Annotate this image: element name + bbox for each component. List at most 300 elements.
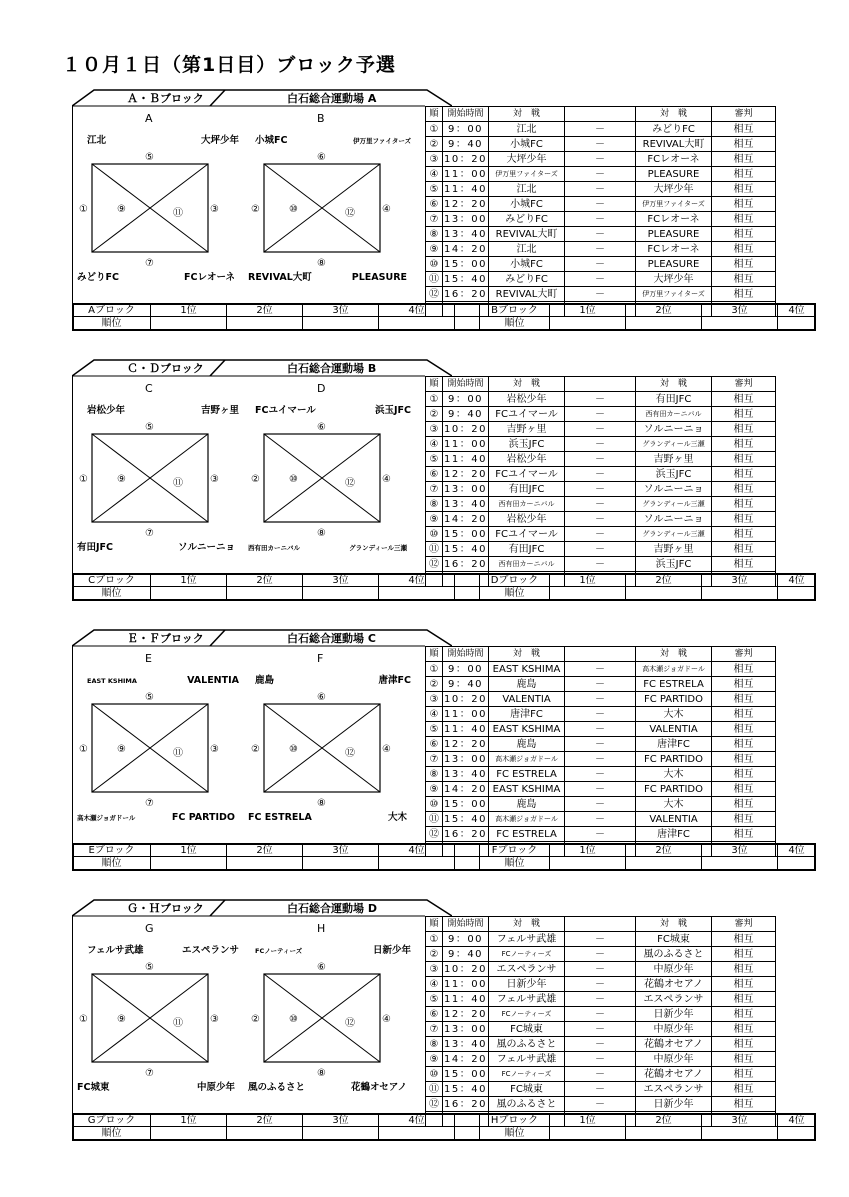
vs-dash: －	[565, 797, 636, 812]
block-section	[72, 359, 819, 611]
venue-name: 白石総合運動場 B	[287, 362, 377, 375]
referee-cell: 相互	[712, 227, 776, 242]
order-cell: ②	[426, 407, 443, 422]
match-number: ③	[210, 474, 219, 485]
rank-cell: 4位	[379, 304, 455, 317]
match-number: ⑧	[317, 1068, 326, 1079]
column-header: 開始時間	[443, 917, 489, 932]
rank-cell: Bブロック	[480, 304, 550, 317]
schedule-row	[426, 812, 776, 827]
vs-dash: －	[565, 422, 636, 437]
schedule-row	[426, 677, 776, 692]
match-number: ②	[251, 1014, 260, 1025]
rank-cell: 3位	[303, 574, 379, 587]
time-cell: 9：40	[443, 947, 489, 962]
vs-dash: －	[565, 752, 636, 767]
time-cell: 13：40	[444, 498, 487, 510]
referee-cell: 相互	[712, 932, 776, 947]
rank-cell: 4位	[379, 1114, 455, 1127]
schedule-row	[426, 1097, 776, 1112]
schedule-row	[426, 122, 776, 137]
schedule-row	[426, 197, 776, 212]
rank-cell: 順位	[480, 317, 550, 330]
venue-name: 白石総合運動場 C	[287, 632, 376, 645]
rank-cell: 順位	[480, 857, 550, 870]
column-header: 順	[426, 377, 443, 392]
vs-dash: －	[565, 932, 636, 947]
column-header: 対 戦	[489, 917, 565, 932]
vs-dash: －	[565, 392, 636, 407]
group-letter: H	[317, 922, 326, 935]
order-cell: ⑤	[426, 992, 443, 1007]
vs-dash: －	[565, 152, 636, 167]
team-cell: FC城東	[636, 932, 712, 947]
team-cell: PLEASURE	[636, 227, 712, 242]
team-cell: 高木瀬ジョガドール	[489, 752, 565, 767]
match-number: ⑦	[145, 798, 154, 809]
rank-cell: Hブロック	[480, 1114, 550, 1127]
team-cell: グランディール三瀬	[636, 527, 712, 542]
schedule-row	[426, 257, 776, 272]
rank-row	[73, 304, 816, 317]
vs-dash: －	[565, 1037, 636, 1052]
match-number: ①	[79, 1014, 88, 1025]
match-number: ③	[210, 204, 219, 215]
order-cell: ⑩	[426, 257, 443, 272]
vs-dash: －	[565, 512, 636, 527]
team-cell: 唐津FC	[636, 737, 712, 752]
rank-cell: 4位	[778, 574, 816, 587]
referee-cell: 相互	[712, 392, 776, 407]
referee-cell: 相互	[712, 1022, 776, 1037]
team-label: 岩松少年	[87, 405, 126, 416]
time-cell: 15：00	[444, 258, 487, 270]
block-name: Ａ・Ｂブロック	[127, 92, 204, 105]
column-header: 対 戦	[636, 377, 712, 392]
block-header	[72, 899, 819, 917]
vs-dash: －	[565, 782, 636, 797]
block-section	[72, 899, 819, 1151]
match-number: ⑦	[145, 1068, 154, 1079]
team-cell: VALENTIA	[636, 812, 712, 827]
referee-cell: 相互	[712, 542, 776, 557]
order-cell: ③	[426, 422, 443, 437]
rank-cell: 順位	[480, 587, 550, 600]
time-cell: 15：40	[444, 273, 487, 285]
team-cell: みどりFC	[489, 272, 565, 287]
time-cell: 16：20	[444, 828, 487, 840]
team-cell: 花鶴オセアノ	[636, 1067, 712, 1082]
referee-cell: 相互	[712, 737, 776, 752]
match-number: ⑨	[117, 474, 126, 485]
team-cell: 江北	[489, 122, 565, 137]
team-cell: 鹿島	[489, 737, 565, 752]
team-cell: 中原少年	[636, 1022, 712, 1037]
order-cell: ①	[426, 932, 443, 947]
groups-panel	[72, 376, 425, 586]
team-cell: PLEASURE	[636, 167, 712, 182]
vs-dash: －	[565, 827, 636, 842]
referee-cell: 相互	[712, 992, 776, 1007]
match-number: ⑨	[117, 744, 126, 755]
order-cell: ⑫	[426, 827, 443, 842]
rank-cell: 3位	[702, 574, 778, 587]
groups-panel	[72, 646, 425, 856]
team-cell: フェルサ武雄	[489, 992, 565, 1007]
match-number: ⑪	[173, 478, 183, 489]
match-number: ⑫	[345, 208, 355, 219]
schedule-header-row	[426, 917, 776, 932]
column-header	[565, 917, 636, 932]
ranking-table	[72, 573, 816, 600]
rank-cell: Aブロック	[73, 304, 151, 317]
match-number: ①	[79, 744, 88, 755]
rank-cell: 2位	[227, 574, 303, 587]
vs-dash: －	[565, 407, 636, 422]
vs-dash: －	[565, 497, 636, 512]
time-cell: 16：20	[444, 288, 487, 300]
match-number: ⑦	[145, 258, 154, 269]
block-name: Ｃ・Ｄブロック	[127, 362, 204, 375]
team-cell: エスペランサ	[636, 1082, 712, 1097]
team-cell: ソルニーニョ	[636, 482, 712, 497]
match-number: ⑥	[317, 692, 326, 703]
match-number: ④	[382, 744, 391, 755]
team-cell: FC ESTRELA	[489, 827, 565, 842]
order-cell: ⑤	[426, 722, 443, 737]
block-section	[72, 629, 819, 881]
rank-cell	[227, 1127, 303, 1140]
team-cell: FC PARTIDO	[636, 782, 712, 797]
team-label: 花鶴オセアノ	[351, 1082, 407, 1093]
referee-cell: 相互	[712, 782, 776, 797]
referee-cell: 相互	[712, 167, 776, 182]
vs-dash: －	[565, 287, 636, 302]
rank-cell: 1位	[550, 304, 626, 317]
schedule-row	[426, 452, 776, 467]
team-label: みどりFC	[77, 272, 119, 283]
team-label: 西有田カーニバル	[248, 544, 300, 552]
schedule-header-row	[426, 107, 776, 122]
order-cell: ①	[426, 392, 443, 407]
team-label: 浜玉JFC	[375, 405, 411, 416]
vs-dash: －	[565, 737, 636, 752]
rank-cell	[702, 1127, 778, 1140]
referee-cell: 相互	[712, 497, 776, 512]
vs-dash: －	[565, 692, 636, 707]
team-cell: 大坪少年	[636, 272, 712, 287]
schedule-row	[426, 557, 776, 572]
order-cell: ②	[426, 677, 443, 692]
rank-cell: 2位	[626, 1114, 702, 1127]
rank-cell	[626, 857, 702, 870]
team-cell: FCノーティーズ	[489, 1007, 565, 1022]
team-cell: FCユイマール	[489, 407, 565, 422]
referee-cell: 相互	[712, 962, 776, 977]
vs-dash: －	[565, 992, 636, 1007]
team-label: 有田JFC	[77, 542, 113, 553]
round-robin-diagram	[263, 703, 383, 795]
team-cell: グランディール三瀬	[636, 437, 712, 452]
schedule-row	[426, 422, 776, 437]
team-cell: 有田JFC	[489, 482, 565, 497]
team-cell: 大坪少年	[636, 182, 712, 197]
match-number: ②	[251, 744, 260, 755]
rank-cell: 2位	[227, 1114, 303, 1127]
rank-cell	[379, 857, 455, 870]
referee-cell: 相互	[712, 557, 776, 572]
rank-cell	[455, 304, 480, 330]
rank-cell	[778, 1127, 816, 1140]
referee-cell: 相互	[712, 467, 776, 482]
rank-cell: 順位	[73, 857, 151, 870]
team-label: グランディール三瀬	[349, 544, 407, 552]
vs-dash: －	[565, 1082, 636, 1097]
rank-cell	[151, 857, 227, 870]
vs-dash: －	[565, 977, 636, 992]
rank-cell	[626, 317, 702, 330]
order-cell: ⑦	[426, 482, 443, 497]
match-number: ②	[251, 474, 260, 485]
rank-cell	[303, 857, 379, 870]
schedule-row	[426, 1082, 776, 1097]
order-cell: ⑧	[426, 1037, 443, 1052]
team-label: 小城FC	[255, 135, 288, 146]
vs-dash: －	[565, 242, 636, 257]
order-cell: ⑧	[426, 227, 443, 242]
rank-cell	[455, 1114, 480, 1140]
rank-cell: 3位	[303, 844, 379, 857]
schedule-row	[426, 167, 776, 182]
team-cell: FCレオーネ	[636, 152, 712, 167]
match-number: ③	[210, 744, 219, 755]
time-cell: 9：00	[443, 122, 489, 137]
order-cell: ⑨	[426, 512, 443, 527]
rank-cell: Gブロック	[73, 1114, 151, 1127]
time-cell: 10：20	[444, 963, 487, 975]
vs-dash: －	[565, 212, 636, 227]
order-cell: ⑩	[426, 797, 443, 812]
schedule-row	[426, 527, 776, 542]
team-label: FC ESTRELA	[248, 812, 312, 823]
column-header: 対 戦	[489, 107, 565, 122]
rank-cell: 1位	[550, 574, 626, 587]
column-header	[565, 107, 636, 122]
schedule-row	[426, 212, 776, 227]
referee-cell: 相互	[712, 437, 776, 452]
rank-cell: 2位	[227, 304, 303, 317]
team-cell: 鹿島	[489, 677, 565, 692]
team-cell: 岩松少年	[489, 452, 565, 467]
time-cell: 12：20	[444, 1008, 487, 1020]
rank-cell: 1位	[151, 304, 227, 317]
team-cell: PLEASURE	[636, 257, 712, 272]
team-cell: 伊万里ファイターズ	[636, 287, 712, 302]
schedule-table	[425, 106, 776, 317]
time-cell: 15：00	[444, 528, 487, 540]
match-number: ⑦	[145, 528, 154, 539]
time-cell: 14：20	[444, 1053, 487, 1065]
rank-cell	[778, 587, 816, 600]
vs-dash: －	[565, 137, 636, 152]
team-cell: 有田JFC	[489, 542, 565, 557]
block-section	[72, 89, 819, 341]
time-cell: 11：00	[444, 708, 487, 720]
team-cell: 唐津FC	[636, 827, 712, 842]
time-cell: 13：00	[444, 753, 487, 765]
schedule-row	[426, 797, 776, 812]
order-cell: ⑥	[426, 467, 443, 482]
team-cell: EAST KSHIMA	[489, 782, 565, 797]
referee-cell: 相互	[712, 212, 776, 227]
schedule-row	[426, 947, 776, 962]
team-label: 江北	[87, 135, 107, 146]
schedule-row	[426, 692, 776, 707]
column-header: 対 戦	[489, 647, 565, 662]
match-number: ⑤	[145, 422, 154, 433]
team-cell: FC城東	[489, 1022, 565, 1037]
rank-cell: 順位	[480, 1127, 550, 1140]
order-cell: ③	[426, 692, 443, 707]
team-label: FCノーティーズ	[255, 947, 303, 955]
schedule-row	[426, 482, 776, 497]
team-cell: 大坪少年	[489, 152, 565, 167]
vs-dash: －	[565, 722, 636, 737]
team-label: 中原少年	[196, 1082, 235, 1093]
rank-cell: 順位	[73, 317, 151, 330]
rank-cell: 順位	[73, 1127, 151, 1140]
schedule-row	[426, 662, 776, 677]
vs-dash: －	[565, 1067, 636, 1082]
match-number: ⑥	[317, 962, 326, 973]
order-cell: ⑧	[426, 767, 443, 782]
venue-name: 白石総合運動場 A	[287, 92, 377, 105]
rank-cell	[151, 317, 227, 330]
team-cell: フェルサ武雄	[489, 932, 565, 947]
schedule-row	[426, 1022, 776, 1037]
order-cell: ⑩	[426, 527, 443, 542]
time-cell: 10：20	[444, 693, 487, 705]
column-header: 順	[426, 107, 443, 122]
team-cell: 浜玉JFC	[636, 467, 712, 482]
referee-cell: 相互	[712, 767, 776, 782]
referee-cell: 相互	[712, 452, 776, 467]
team-cell: 小城FC	[489, 137, 565, 152]
groups-panel	[72, 106, 425, 316]
schedule-table	[425, 646, 776, 857]
team-cell: 岩松少年	[489, 512, 565, 527]
column-header: 開始時間	[443, 107, 489, 122]
vs-dash: －	[565, 272, 636, 287]
match-number: ⑤	[145, 962, 154, 973]
time-cell: 16：20	[444, 1098, 487, 1110]
team-cell: 大木	[636, 707, 712, 722]
vs-dash: －	[565, 167, 636, 182]
team-cell: 吉野ヶ里	[636, 452, 712, 467]
order-cell: ⑨	[426, 242, 443, 257]
rank-cell: 2位	[626, 304, 702, 317]
match-number: ⑨	[117, 204, 126, 215]
team-cell: ソルニーニョ	[636, 422, 712, 437]
vs-dash: －	[565, 257, 636, 272]
vs-dash: －	[565, 962, 636, 977]
referee-cell: 相互	[712, 182, 776, 197]
order-cell: ⑤	[426, 182, 443, 197]
team-label: FC城東	[77, 1082, 110, 1093]
team-cell: 吉野ヶ里	[636, 542, 712, 557]
referee-cell: 相互	[712, 1052, 776, 1067]
team-cell: REVIVAL大町	[489, 287, 565, 302]
order-cell: ④	[426, 977, 443, 992]
time-cell: 15：40	[444, 543, 487, 555]
team-cell: 唐津FC	[489, 707, 565, 722]
vs-dash: －	[565, 767, 636, 782]
rank-cell	[702, 857, 778, 870]
time-cell: 9：40	[443, 407, 489, 422]
match-number: ⑪	[173, 1018, 183, 1029]
column-header: 対 戦	[636, 647, 712, 662]
schedule-row	[426, 782, 776, 797]
vs-dash: －	[565, 1007, 636, 1022]
team-cell: 中原少年	[636, 962, 712, 977]
time-cell: 12：20	[444, 198, 487, 210]
team-cell: グランディール三瀬	[636, 497, 712, 512]
time-cell: 9：00	[443, 662, 489, 677]
match-number: ①	[79, 204, 88, 215]
rank-row	[73, 1114, 816, 1127]
team-cell: 有田JFC	[636, 392, 712, 407]
column-header: 審判	[712, 647, 776, 662]
schedule-row	[426, 767, 776, 782]
order-cell: ④	[426, 707, 443, 722]
match-number: ⑤	[145, 692, 154, 703]
team-cell: 小城FC	[489, 257, 565, 272]
match-number: ⑪	[173, 748, 183, 759]
vs-dash: －	[565, 227, 636, 242]
column-header	[565, 377, 636, 392]
vs-dash: －	[565, 1022, 636, 1037]
order-cell: ⑥	[426, 197, 443, 212]
team-label: FCレオーネ	[184, 272, 235, 283]
time-cell: 14：20	[444, 513, 487, 525]
team-cell: 風のふるさと	[489, 1037, 565, 1052]
vs-dash: －	[565, 677, 636, 692]
round-robin-diagram	[263, 433, 383, 525]
match-number: ⑨	[117, 1014, 126, 1025]
referee-cell: 相互	[712, 137, 776, 152]
referee-cell: 相互	[712, 257, 776, 272]
time-cell: 13：00	[444, 1023, 487, 1035]
rank-cell: 1位	[151, 1114, 227, 1127]
vs-dash: －	[565, 197, 636, 212]
schedule-row	[426, 827, 776, 842]
round-robin-diagram	[91, 163, 211, 255]
round-robin-diagram	[91, 433, 211, 525]
rank-cell	[702, 587, 778, 600]
team-label: 大坪少年	[200, 135, 239, 146]
team-cell: 風のふるさと	[636, 947, 712, 962]
rank-cell	[379, 317, 455, 330]
match-number: ②	[251, 204, 260, 215]
rank-cell	[303, 317, 379, 330]
team-cell: FCユイマール	[489, 527, 565, 542]
rank-cell: 3位	[303, 1114, 379, 1127]
team-cell: 大木	[636, 767, 712, 782]
rank-cell: Fブロック	[480, 844, 550, 857]
team-cell: VALENTIA	[636, 722, 712, 737]
rank-cell	[778, 317, 816, 330]
time-cell: 11：00	[444, 978, 487, 990]
